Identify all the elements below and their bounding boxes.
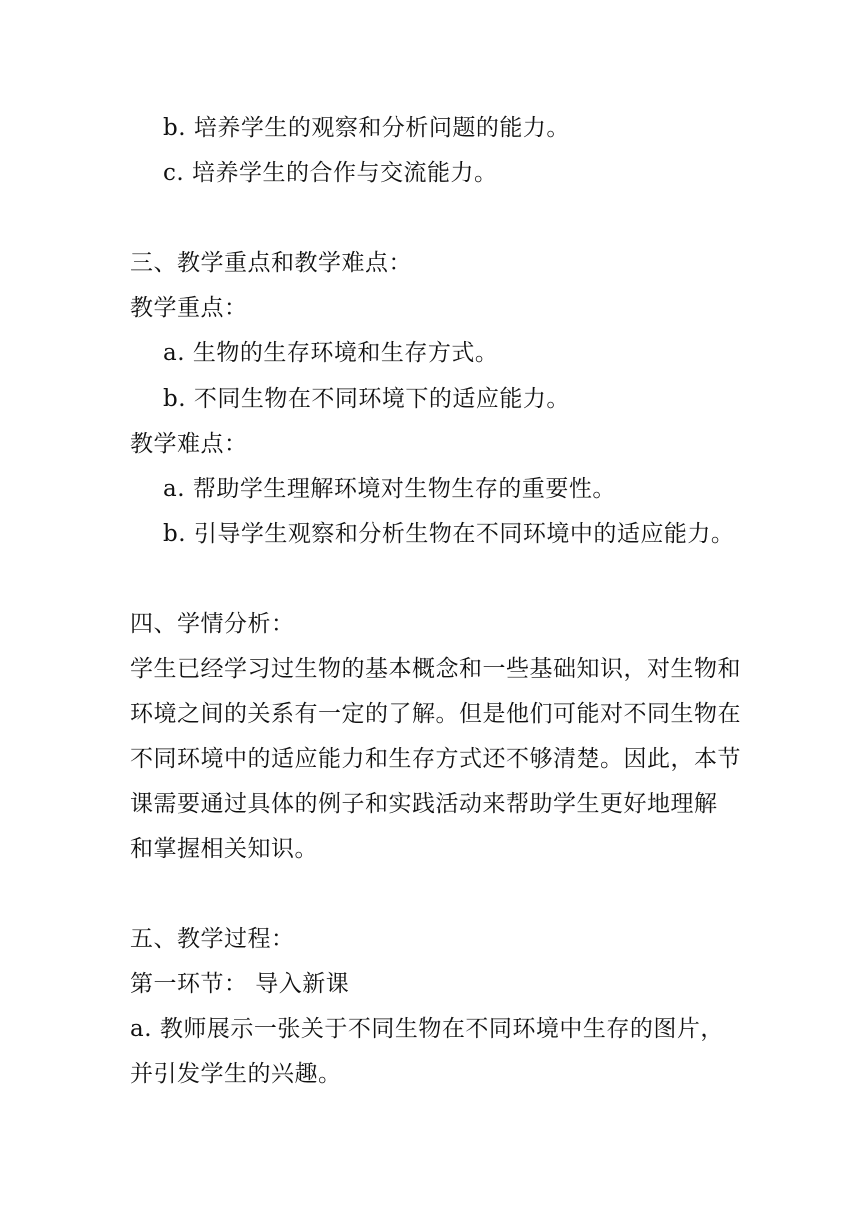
difficult-point-b: b. 引导学生观察和分析生物在不同环境中的适应能力。 (163, 521, 735, 547)
key-point-a: a. 生物的生存环境和生存方式。 (163, 340, 499, 366)
analysis-line-1: 学生已经学习过生物的基本概念和一些基础知识，对生物和 (130, 656, 741, 682)
objective-c: c. 培养学生的合作与交流能力。 (163, 160, 498, 186)
analysis-line-5: 和掌握相关知识。 (130, 836, 318, 862)
analysis-line-3: 不同环境中的适应能力和生存方式还不够清楚。因此，本节 (130, 746, 741, 772)
difficult-point-a: a. 帮助学生理解环境对生物生存的重要性。 (163, 476, 616, 502)
step1-line-1: a. 教师展示一张关于不同生物在不同环境中生存的图片， (130, 1016, 724, 1042)
key-points-label: 教学重点： (130, 295, 248, 321)
analysis-line-4: 课需要通过具体的例子和实践活动来帮助学生更好地理解 (130, 791, 718, 817)
section5-heading: 五、教学过程： (130, 926, 295, 952)
section3-heading: 三、教学重点和教学难点： (130, 250, 412, 276)
step1-line-2: 并引发学生的兴趣。 (130, 1061, 342, 1087)
objective-b: b. 培养学生的观察和分析问题的能力。 (163, 115, 570, 141)
analysis-line-2: 环境之间的关系有一定的了解。但是他们可能对不同生物在 (130, 701, 741, 727)
section4-heading: 四、学情分析： (130, 611, 295, 637)
step1-label: 第一环节： 导入新课 (130, 971, 350, 997)
difficult-points-label: 教学难点： (130, 431, 248, 457)
key-point-b: b. 不同生物在不同环境下的适应能力。 (163, 386, 570, 412)
